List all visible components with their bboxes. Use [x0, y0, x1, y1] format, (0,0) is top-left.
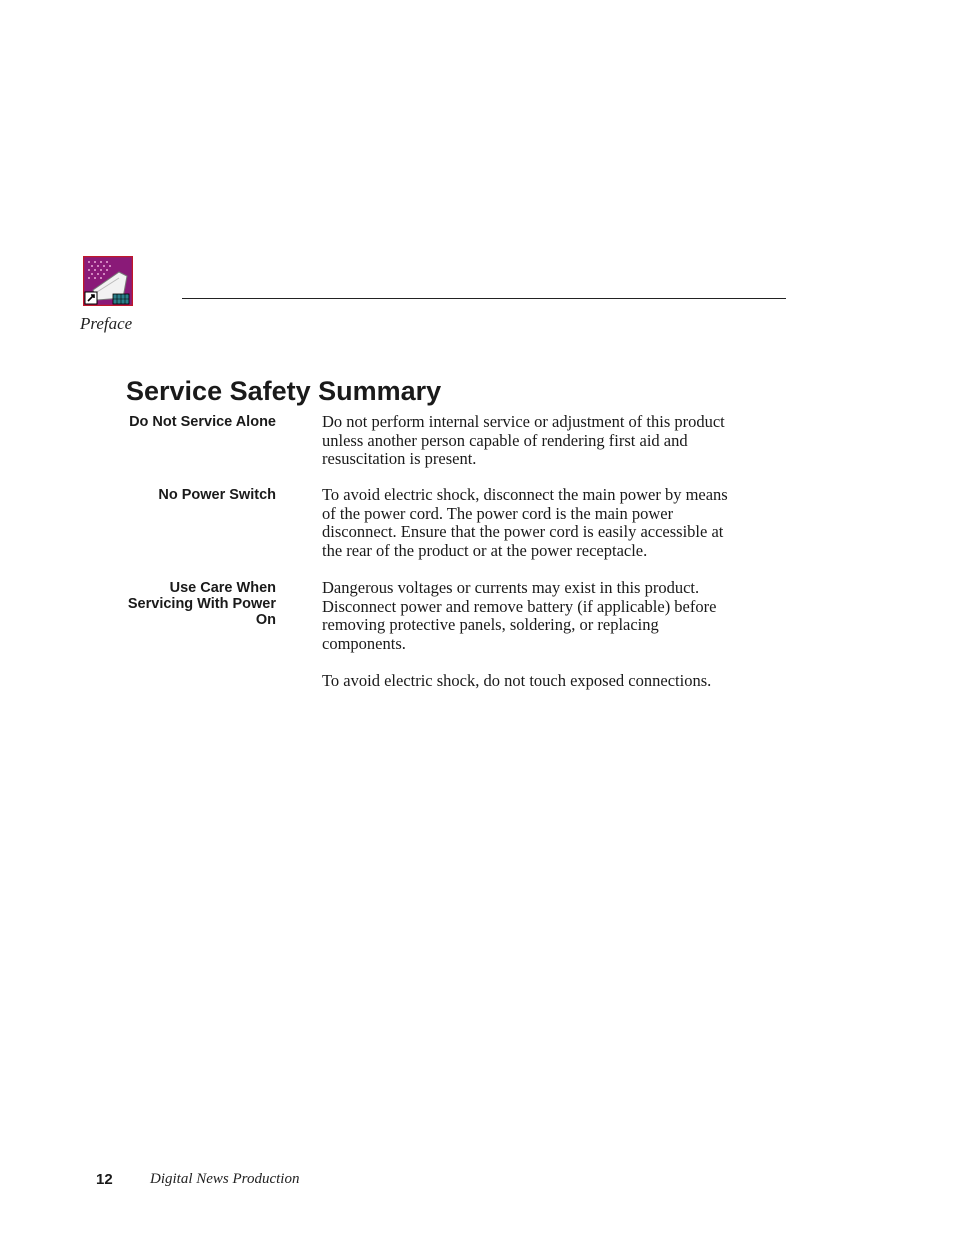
entry-text-use-care-power-on: Dangerous voltages or currents may exist in this product. Disconnect power and remove battery (if applicable) before removing protective panels, soldering, or replacing components.	[322, 578, 717, 654]
entry-label-use-care-power-on: Use Care When Servicing With Power On	[127, 580, 276, 628]
app-logo-icon	[83, 256, 133, 306]
entry-text-no-power-switch: To avoid electric shock, disconnect the main power by means of the power cord. The power cord is the main power disconnect. Ensure that the power cord is easily accessible at the rear of the product or at the power receptacle.	[322, 485, 728, 561]
footer-book-title: Digital News Production	[150, 1171, 300, 1187]
page-number: 12	[96, 1171, 113, 1188]
entry-label-do-not-service-alone: Do Not Service Alone	[129, 414, 276, 430]
entry-text-exposed-connections: To avoid electric shock, do not touch exposed connections.	[322, 671, 712, 690]
entry-label-no-power-switch: No Power Switch	[158, 487, 276, 503]
page-title: Service Safety Summary	[126, 376, 442, 406]
app-logo-graphic	[83, 256, 133, 306]
entry-text-do-not-service-alone: Do not perform internal service or adjustment of this product unless another person capable of rendering first aid and resuscitation is present.	[322, 412, 725, 469]
section-label: Preface	[80, 314, 133, 333]
header-divider	[182, 298, 786, 299]
